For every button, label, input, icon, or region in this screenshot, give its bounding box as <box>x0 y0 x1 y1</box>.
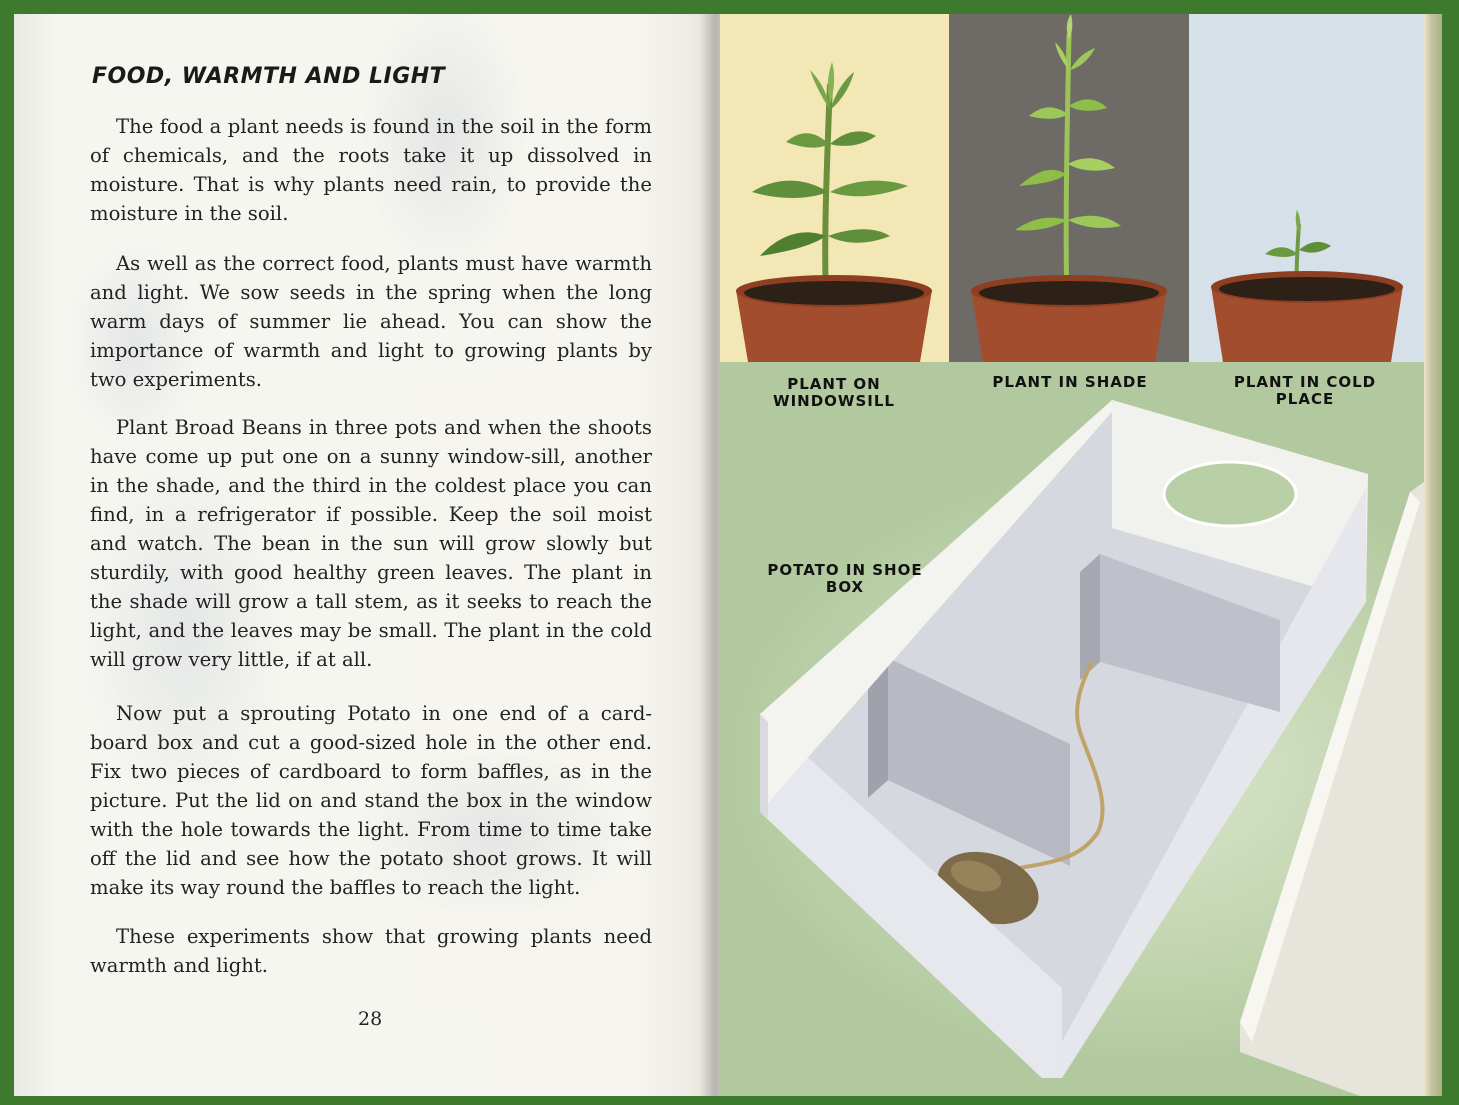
panel-windowsill <box>720 14 949 362</box>
left-page <box>14 14 720 1096</box>
paragraph-broad-beans: Plant Broad Beans in three pots and when the shoots have come up put one on a sunny window-sill, another in the shade, and the third in the coldest place you can find, in a refrigerator if possible. Keep the soil moist and watch. The bean in the sun will grow slowly but sturdily, with good healthy green leaves. The plant in the shade will grow a tall stem, as it seeks to reach the light, and the leaves may be small. The plant in the cold will grow very little, if at all. <box>90 416 652 671</box>
paragraph-potato: Now put a sprouting Potato in one end of a card-board box and cut a good-sized hole in the other end. Fix two pieces of cardboard to form baffles, as in the picture. Put the lid on and stand the box in the window with the hole towards the light. From time to time take off the lid and see how the potato shoot grows. It will make its way round the baffles to reach the light. <box>90 702 652 899</box>
page-number: 28 <box>358 1008 383 1030</box>
page-heading: FOOD, WARMTH AND LIGHT <box>92 64 446 89</box>
panel-shade <box>949 14 1189 362</box>
right-page-illustration <box>720 14 1424 1096</box>
cold-plant-illustration <box>1189 14 1424 362</box>
paragraph-conclusion: These experiments show that growing plants need warmth and light. <box>90 925 652 977</box>
windowsill-plant-illustration <box>720 14 949 362</box>
shade-plant-illustration <box>949 14 1189 362</box>
caption-windowsill: PLANT ON WINDOWSILL <box>773 375 895 410</box>
caption-shade: PLANT IN SHADE <box>992 373 1148 391</box>
panel-cold <box>1189 14 1424 362</box>
paragraph-food: The food a plant needs is found in the soil in the form of chemicals, and the roots take it up dissolved in moisture. That is why plants need rain, to provide the moisture in the soil. <box>90 115 652 225</box>
shoe-box-illustration <box>720 362 1424 1096</box>
book-page-edge <box>1424 14 1442 1096</box>
paragraph-warmth-light: As well as the correct food, plants must have warmth and light. We sow seeds in the spring when the long warm days of summer lie ahead. You can show the importance of warmth and light to growing plants by two experiments. <box>90 252 652 391</box>
caption-potato: POTATO IN SHOE BOX <box>767 561 923 596</box>
shoe-box-scene <box>720 362 1424 1096</box>
caption-cold: PLANT IN COLD PLACE <box>1233 373 1377 408</box>
